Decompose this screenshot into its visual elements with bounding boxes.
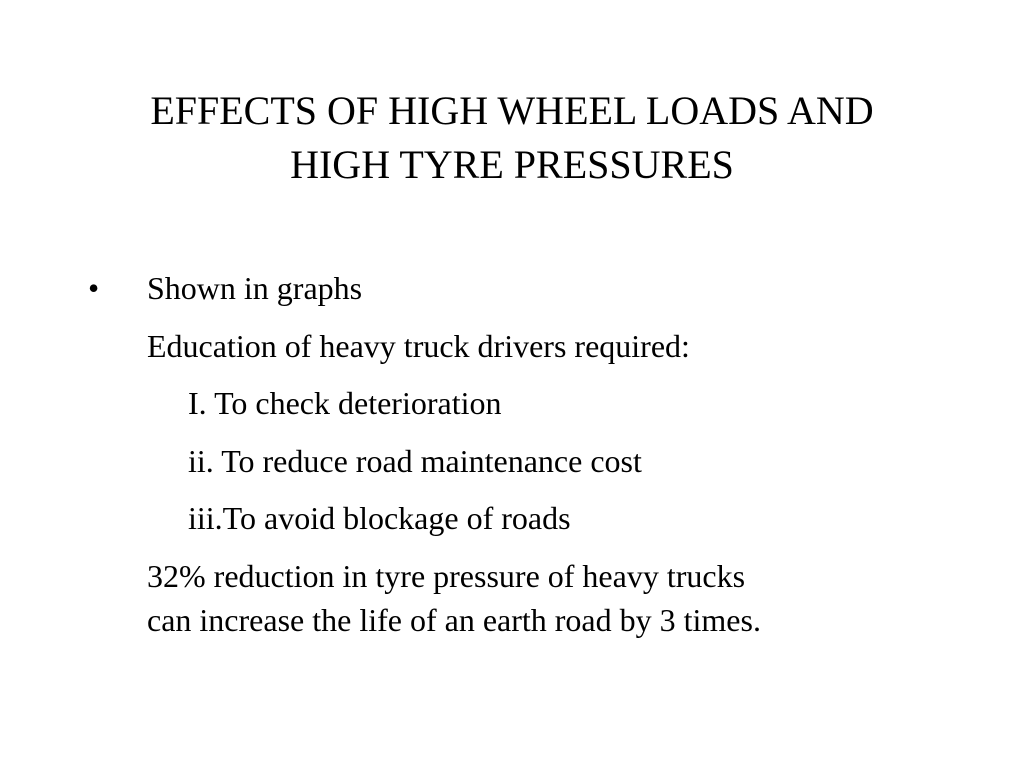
sub-item-check-deterioration: I. To check deterioration — [188, 385, 502, 421]
slide-title-line-2: HIGH TYRE PRESSURES — [290, 142, 734, 187]
body-item-shown-in-graphs: Shown in graphs — [147, 270, 363, 306]
bullet-icon: • — [88, 270, 100, 306]
body-item-reduction-line-2: can increase the life of an earth road by 3 times. — [147, 602, 761, 638]
sub-item-reduce-cost: ii. To reduce road maintenance cost — [188, 443, 642, 479]
slide-title — [60, 84, 964, 192]
body-item-education: Education of heavy truck drivers required: — [147, 328, 690, 364]
body-item-reduction-line-1: 32% reduction in tyre pressure of heavy trucks — [147, 558, 746, 594]
sub-item-avoid-blockage: iii.To avoid blockage of roads — [188, 500, 571, 536]
slide-title-line-1: EFFECTS OF HIGH WHEEL LOADS AND — [150, 88, 874, 133]
